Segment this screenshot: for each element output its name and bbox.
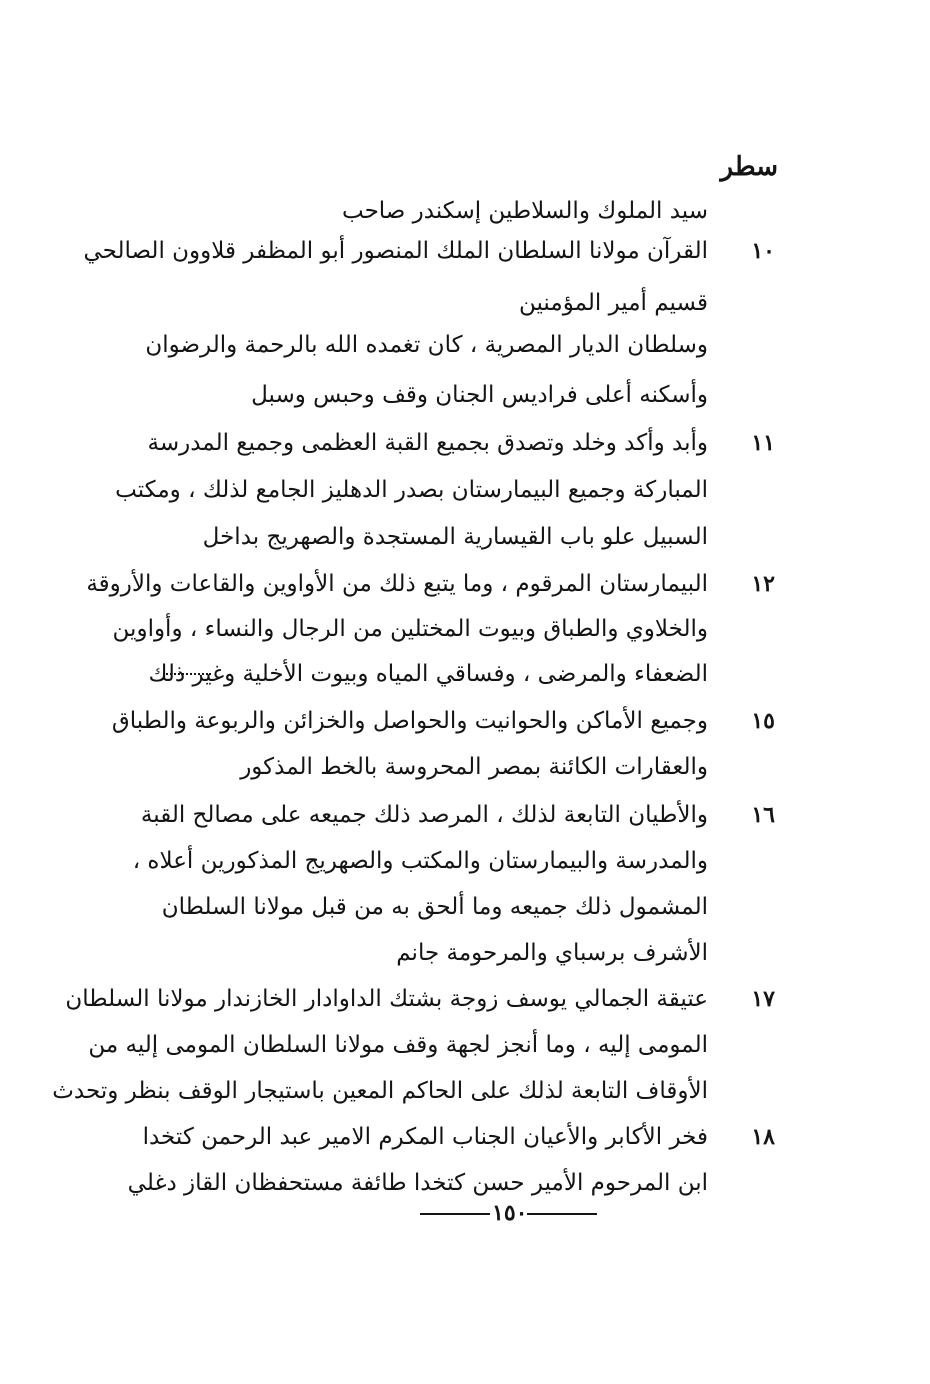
text-line xyxy=(0,569,930,603)
line-text: وسلطان الديار المصرية ، كان تغمده الله بالرحمة والرضوان xyxy=(145,332,708,358)
line-column-header: سطر xyxy=(720,152,778,182)
line-text: ابن المرحوم الأمير حسن كتخدا طائفة مستحفظان القاز دغلي xyxy=(127,1170,708,1196)
line-number: ١٢ xyxy=(751,571,775,597)
line-text: سيد الملوك والسلاطين إسكندر صاحب xyxy=(341,198,708,224)
text-line xyxy=(0,984,930,1018)
line-text: الأوقاف التابعة لذلك على الحاكم المعين باستيجار الوقف بنظر وتحدث xyxy=(52,1078,708,1104)
line-text: عتيقة الجمالي يوسف زوجة بشتك الداوادار الخازندار مولانا السلطان xyxy=(65,986,708,1012)
line-text: وجميع الأماكن والحوانيت والحواصل والخزائن والربوعة والطباق xyxy=(111,708,708,734)
line-text: والأطيان التابعة لذلك ، المرصد ذلك جميعه على مصالح القبة xyxy=(140,802,708,828)
page-number xyxy=(420,1200,599,1226)
line-number: ١٥ xyxy=(751,708,775,734)
line-text: وأبد وأكد وخلد وتصدق بجميع القبة العظمى وجميع المدرسة xyxy=(147,430,708,456)
text-line xyxy=(0,1076,930,1110)
text-line xyxy=(0,236,930,270)
text-line xyxy=(0,614,930,648)
text-line xyxy=(0,752,930,786)
line-text: وأسكنه أعلى فراديس الجنان وقف وحبس وسبل xyxy=(251,382,708,408)
text-line xyxy=(0,938,930,972)
line-text: فخر الأكابر والأعيان الجناب المكرم الامير عبد الرحمن كتخدا xyxy=(142,1124,708,1150)
line-text: الضعفاء والمرضى ، وفساقي المياه وبيوت الأخلية وغير ذلك xyxy=(148,661,708,687)
line-text: والخلاوي والطباق وبيوت المختلين من الرجال والنساء ، وأواوين xyxy=(112,616,708,642)
line-text: الأشرف برسباي والمرحومة جانم xyxy=(396,940,708,966)
folio-dash-right xyxy=(420,1213,490,1215)
text-line xyxy=(0,522,930,556)
text-line xyxy=(0,892,930,926)
text-line xyxy=(0,659,930,693)
text-line xyxy=(0,196,930,230)
line-text: والمدرسة والبيمارستان والمكتب والصهريج المذكورين أعلاه ، xyxy=(132,848,708,874)
text-line xyxy=(0,800,930,834)
ellipsis-dots xyxy=(163,673,211,675)
text-line xyxy=(0,330,930,364)
line-number: ١٧ xyxy=(751,986,775,1012)
text-line xyxy=(0,1168,930,1202)
line-text: البيمارستان المرقوم ، وما يتبع ذلك من الأواوين والقاعات والأروقة xyxy=(86,571,708,597)
line-text: المشمول ذلك جميعه وما ألحق به من قبل مولانا السلطان xyxy=(161,894,708,920)
text-line xyxy=(0,1122,930,1156)
text-line xyxy=(0,380,930,414)
line-text: المومى إليه ، وما أنجز لجهة وقف مولانا السلطان المومى إليه من xyxy=(88,1032,708,1058)
line-text: القرآن مولانا السلطان الملك المنصور أبو المظفر قلاوون الصالحي xyxy=(83,238,708,264)
line-text: والعقارات الكائنة بمصر المحروسة بالخط المذكور xyxy=(240,754,708,780)
line-text: السبيل علو باب القيسارية المستجدة والصهريج بداخل xyxy=(202,524,708,550)
text-line xyxy=(0,706,930,740)
text-line xyxy=(0,846,930,880)
text-line xyxy=(0,475,930,509)
page-number-text: ١٥٠ xyxy=(492,1200,528,1226)
folio-dash-left xyxy=(527,1213,597,1215)
line-number: ١٠ xyxy=(751,238,775,264)
line-text: قسيم أمير المؤمنين xyxy=(518,290,708,316)
line-text: المباركة وجميع البيمارستان بصدر الدهليز الجامع لذلك ، ومكتب xyxy=(115,477,708,503)
line-number: ١٦ xyxy=(751,802,775,828)
line-number: ١١ xyxy=(751,430,775,456)
text-line xyxy=(0,428,930,462)
text-line xyxy=(0,288,930,322)
text-line xyxy=(0,1030,930,1064)
line-number: ١٨ xyxy=(751,1124,775,1150)
